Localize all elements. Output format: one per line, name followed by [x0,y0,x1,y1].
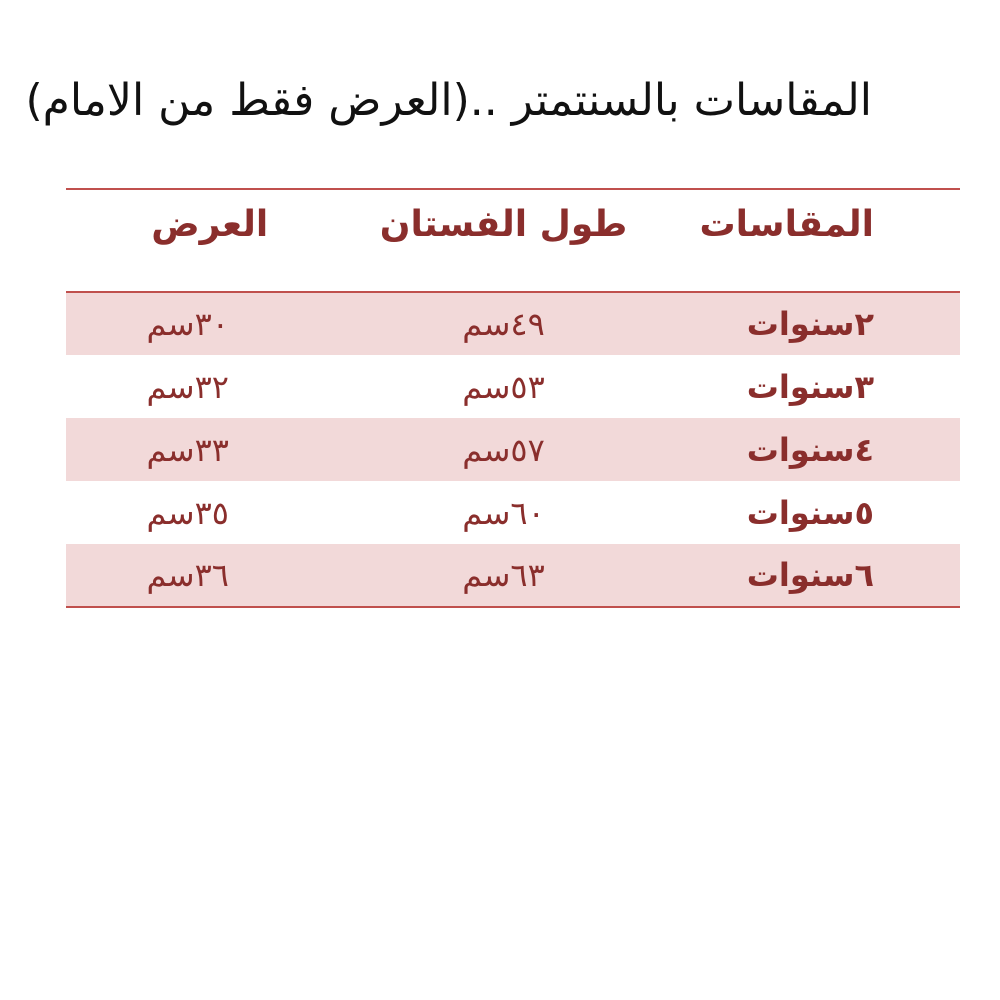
cell-dress-length: ٤٩سم [333,292,634,355]
header-size: المقاسات [635,189,960,292]
header-width: العرض [66,189,333,292]
cell-size: ٣سنوات [746,367,874,406]
cell-dress-length: ٦٠سم [462,493,545,532]
cell-dress-length: ٥٣سم [462,367,545,406]
cell-size: ٢سنوات [635,292,960,355]
table-row [66,418,960,481]
cell-width: ٣٦سم [66,544,333,607]
cell-size: ٥سنوات [746,493,874,532]
size-table [66,188,960,608]
cell-width: ٣٥سم [146,493,229,532]
table-row [66,355,960,418]
cell-dress-length: ٥٧سم [333,418,634,481]
page-title: المقاسات بالسنتمتر ..(العرض فقط من الامام) [25,75,872,126]
cell-size: ٦سنوات [635,544,960,607]
cell-size: ٤سنوات [635,418,960,481]
cell-dress-length: ٦٣سم [333,544,634,607]
table-row [66,292,960,355]
cell-width: ٣٢سم [146,367,229,406]
cell-width: ٣٣سم [66,418,333,481]
table-row [66,544,960,607]
cell-width: ٣٠سم [66,292,333,355]
table-header-row [66,189,960,292]
table-row [66,481,960,544]
header-dress-length: طول الفستان [333,189,634,292]
